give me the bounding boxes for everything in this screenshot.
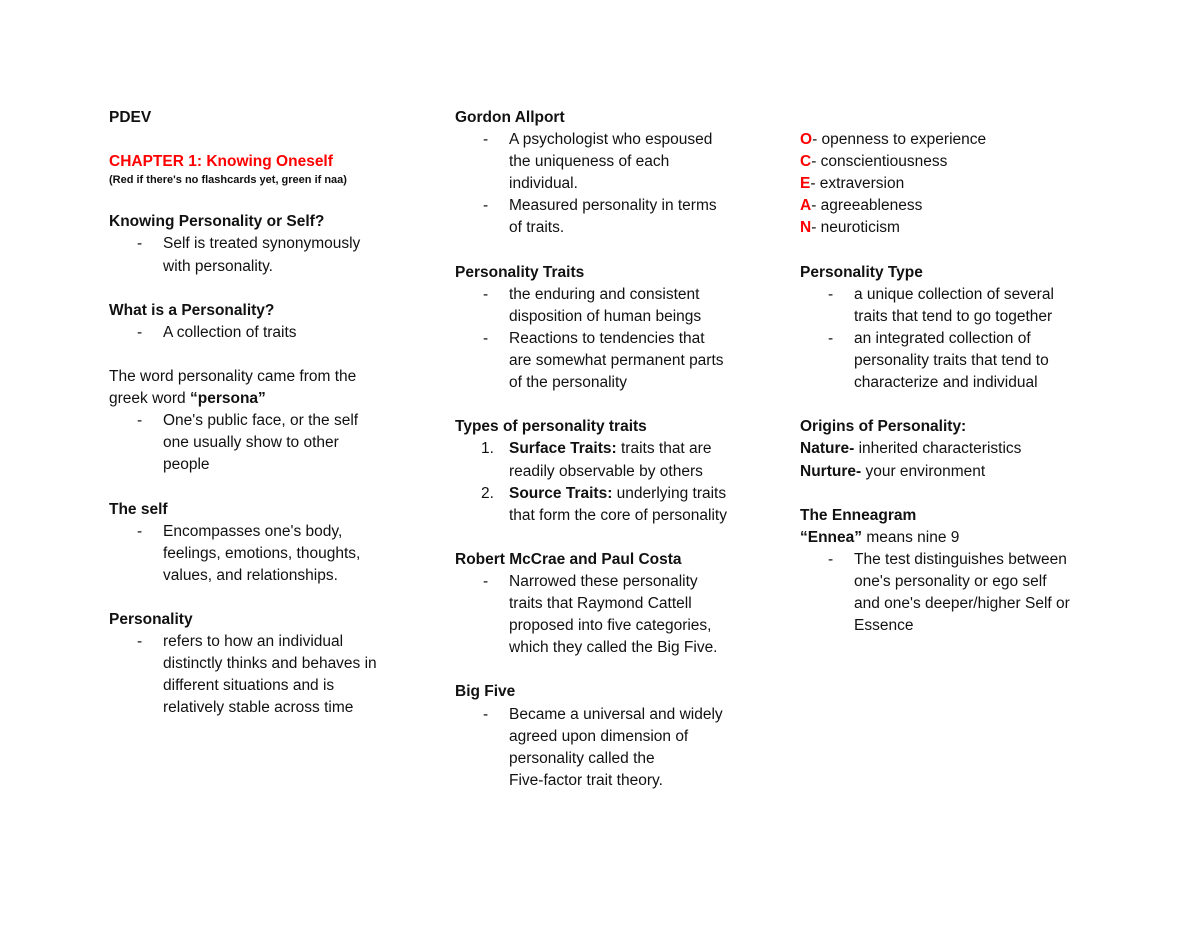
bullet-list	[109, 521, 409, 587]
bullet-dash: -	[483, 285, 489, 303]
section-heading-the-self: The self	[109, 500, 168, 518]
bullet-line: one's personality or ego self	[854, 572, 1047, 590]
bullet-line: A psychologist who espoused	[509, 131, 713, 149]
bullet-line: Measured personality in terms	[509, 197, 717, 215]
ocean-item-extraversion	[800, 173, 1100, 195]
bullet-line: a unique collection of several	[854, 285, 1054, 303]
bullet-line: Encompasses one's body,	[163, 522, 343, 540]
bullet-line: personality called the	[509, 749, 655, 767]
bullet-item	[109, 521, 409, 587]
bullet-line: personality traits that tend to	[854, 352, 1049, 370]
bullet-line: Reactions to tendencies that	[509, 329, 705, 347]
chapter-note: (Red if there's no flashcards yet, green if naa)	[109, 174, 347, 187]
ocean-item-agreeableness	[800, 195, 1100, 217]
bullet-item	[455, 704, 755, 792]
origin-nature	[800, 438, 1100, 460]
section-heading-gordon-allport: Gordon Allport	[455, 109, 565, 126]
origin-nurture	[800, 461, 1100, 483]
bullet-line: characterize and individual	[854, 374, 1038, 392]
bullet-line: people	[163, 456, 210, 474]
ocean-item-conscientiousness	[800, 151, 1100, 173]
bullet-list	[455, 129, 755, 239]
paragraph-text: greek word	[109, 390, 190, 408]
bullet-line: individual.	[509, 175, 578, 193]
bullet-dash: -	[483, 572, 489, 590]
bullet-dash: -	[137, 412, 143, 430]
term-nature: Nature-	[800, 440, 855, 458]
list-number: 2.	[481, 484, 494, 502]
ocean-letter: E	[800, 175, 811, 193]
numbered-list	[455, 438, 755, 526]
bullet-line: the enduring and consistent	[509, 285, 700, 303]
bullet-item	[109, 631, 409, 719]
bullet-list	[800, 549, 1100, 637]
ocean-text: - openness to experience	[812, 131, 987, 149]
bullet-line: The test distinguishes between	[854, 550, 1067, 568]
bullet-item	[109, 233, 409, 277]
bullet-line: the uniqueness of each	[509, 153, 670, 171]
bullet-line: values, and relationships.	[163, 566, 338, 584]
bullet-line: feelings, emotions, thoughts,	[163, 544, 361, 562]
bullet-line: of the personality	[509, 374, 628, 392]
section-heading-personality: Personality	[109, 611, 193, 629]
bullet-dash: -	[137, 522, 143, 540]
ocean-text: - conscientiousness	[811, 153, 948, 171]
bullet-line: agreed upon dimension of	[509, 727, 689, 745]
numbered-line	[509, 438, 755, 460]
bullet-dash: -	[137, 235, 143, 253]
bullet-line: Became a universal and widely	[509, 705, 723, 723]
bullet-list	[455, 571, 755, 659]
numbered-line: readily observable by others	[509, 462, 703, 480]
bullet-line: traits that tend to go together	[854, 307, 1053, 325]
paragraph-line: The word personality came from the	[109, 368, 357, 386]
bullet-list	[109, 410, 409, 476]
term-definition: inherited characteristics	[854, 440, 1022, 458]
ennea-definition	[800, 527, 1100, 549]
bullet-line: Self is treated synonymously	[163, 235, 361, 253]
term-surface-traits: Surface Traits:	[509, 440, 617, 458]
bullet-list	[455, 704, 755, 792]
bullet-line: Five-factor trait theory.	[509, 771, 663, 789]
bullet-dash: -	[483, 705, 489, 723]
term-definition: means nine 9	[862, 528, 960, 546]
section-heading-origins: Origins of Personality:	[800, 418, 967, 436]
ocean-letter: N	[800, 219, 812, 237]
bullet-line: of traits.	[509, 219, 565, 237]
term-nurture: Nurture-	[800, 462, 862, 480]
bullet-item	[455, 571, 755, 659]
bullet-item	[455, 284, 755, 328]
bullet-line: with personality.	[163, 257, 273, 275]
section-heading-what-is-personality: What is a Personality?	[109, 301, 275, 319]
bullet-dash: -	[137, 633, 143, 651]
bullet-line: Narrowed these personality	[509, 572, 698, 590]
bullet-dash: -	[483, 131, 489, 149]
bullet-line: which they called the Big Five.	[509, 639, 718, 657]
bullet-item	[800, 328, 1100, 394]
bullet-list	[455, 284, 755, 394]
ocean-letter: A	[800, 197, 812, 215]
bullet-dash: -	[828, 285, 834, 303]
term-definition: traits that are	[616, 440, 712, 458]
bullet-list	[800, 284, 1100, 394]
bullet-line: One's public face, or the self	[163, 412, 359, 430]
bullet-dash: -	[828, 329, 834, 347]
bullet-line: proposed into five categories,	[509, 617, 712, 635]
ocean-letter: C	[800, 153, 812, 171]
bullet-item	[455, 129, 755, 195]
term-definition: your environment	[861, 462, 986, 480]
bullet-dash: -	[483, 329, 489, 347]
term-ennea: “Ennea”	[800, 528, 863, 546]
bullet-line: A collection of traits	[163, 323, 297, 341]
bullet-line: traits that Raymond Cattell	[509, 595, 692, 613]
bullet-list	[109, 631, 409, 719]
bullet-item	[455, 328, 755, 394]
bullet-line: are somewhat permanent parts	[509, 352, 724, 370]
section-heading-personality-type: Personality Type	[800, 263, 923, 281]
numbered-line	[509, 483, 755, 505]
column-3	[800, 107, 1100, 637]
section-heading-personality-traits: Personality Traits	[455, 263, 585, 281]
bullet-line: relatively stable across time	[163, 699, 354, 717]
bullet-line: Essence	[854, 617, 914, 635]
bullet-item	[109, 322, 409, 344]
chapter-heading: CHAPTER 1: Knowing Oneself	[109, 153, 333, 171]
ocean-letter: O	[800, 131, 813, 149]
bullet-dash: -	[483, 197, 489, 215]
bullet-line: distinctly thinks and behaves in	[163, 655, 377, 673]
ocean-text: - extraversion	[810, 175, 905, 193]
ocean-text: - agreeableness	[811, 197, 923, 215]
bullet-dash: -	[828, 550, 834, 568]
ocean-text: - neuroticism	[811, 219, 900, 237]
numbered-line: that form the core of personality	[509, 506, 727, 524]
persona-term: “persona”	[189, 390, 266, 408]
term-source-traits: Source Traits:	[509, 484, 613, 502]
bullet-line: disposition of human beings	[509, 307, 702, 325]
bullet-line: an integrated collection of	[854, 329, 1031, 347]
bullet-item	[109, 410, 409, 476]
term-definition: underlying traits	[612, 484, 727, 502]
section-heading-enneagram: The Enneagram	[800, 506, 917, 524]
bullet-line: different situations and is	[163, 677, 335, 695]
bullet-item	[800, 284, 1100, 328]
paragraph-line	[109, 388, 409, 410]
section-heading-types-of-traits: Types of personality traits	[455, 418, 647, 436]
column-1	[109, 107, 409, 720]
bullet-item	[455, 195, 755, 239]
numbered-item	[455, 438, 755, 482]
column-2	[455, 107, 755, 792]
bullet-line: and one's deeper/higher Self or	[854, 595, 1070, 613]
section-heading-knowing-personality: Knowing Personality or Self?	[109, 213, 325, 231]
bullet-line: refers to how an individual	[163, 633, 344, 651]
bullet-list	[109, 322, 409, 344]
section-heading-big-five: Big Five	[455, 683, 516, 701]
numbered-item	[455, 483, 755, 527]
ocean-item-openness	[800, 129, 1100, 151]
bullet-item	[800, 549, 1100, 637]
section-heading-mccrae-costa: Robert McCrae and Paul Costa	[455, 550, 682, 568]
bullet-dash: -	[137, 323, 143, 341]
ocean-item-neuroticism	[800, 217, 1100, 239]
document-title: PDEV	[109, 109, 152, 126]
bullet-list	[109, 233, 409, 277]
list-number: 1.	[481, 440, 494, 458]
bullet-line: one usually show to other	[163, 434, 339, 452]
